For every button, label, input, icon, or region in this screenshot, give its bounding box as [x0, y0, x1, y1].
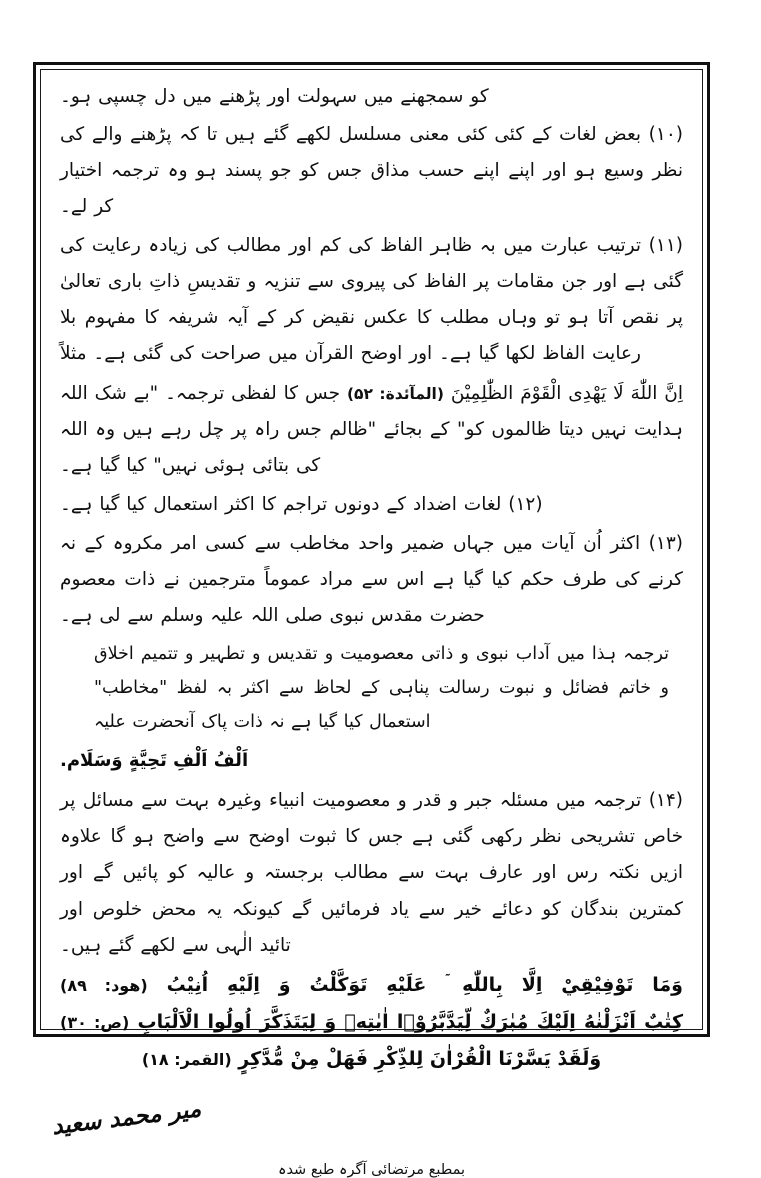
quran-verse-hud-reference: (هود: ۸۹): [60, 975, 148, 995]
printer-colophon: بمطبع مرتضائی آگرہ طبع شدہ: [277, 1161, 466, 1178]
quran-verse-sad-text: كِتٰبٌ اَنْزَلْنٰهُ اِلَيْكَ مُبٰرَكٌ لِّيَدَّبَّرُوْۤا اٰيٰتِهٖ وَ لِيَتَذَكَّرَ اُولُوا الْاَلْبَابِ: [137, 1010, 683, 1033]
author-signature: میر محمد سعید: [50, 1095, 203, 1140]
continuation-line: کو سمجھنے میں سہولت اور پڑھنے میں دل چسپی ہو۔: [60, 86, 489, 107]
salutation-line: اَلْفُ اَلْفِ تَحِيَّةٍ وَسَلَام.: [60, 750, 249, 772]
quote-literal-translation: "بے شک اللہ ہدایت نہیں دیتا ظالموں کو": [60, 382, 683, 440]
quote-arabic: اِنَّ اللّٰهَ لَا يَهْدِى الْقَوْمَ الظّٰلِمِيْنَ: [450, 382, 683, 404]
quran-verse-qamar-text: وَلَقَدْ يَسَّرْنَا الْقُرْاٰنَ لِلذِّكْرِ فَهَلْ مِنْ مُّدَّكِرٍ: [238, 1047, 602, 1070]
paragraph-point-10: (۱۰) بعض لغات کے کئی کئی معنی مسلسل لکھے گئے ہیں تا کہ پڑھنے والے کی نظر وسیع ہو اور اپنے اپنے حسب مذاق جس کو جو پسند ہو وہ ترجمہ اختیار کر لے۔: [60, 124, 683, 218]
page-border-frame: [33, 62, 710, 1178]
quote-tail: کیا گیا ہے۔: [60, 454, 147, 476]
signature-row: [50, 1094, 683, 1158]
paragraph-point-14: (۱۴) ترجمہ میں مسئلہ جبر و قدر و معصومیت انبیاء وغیرہ بہت سے مسائل پر خاص تشریحی نظر رکھی گئی ہے جس کا ثبوت اوضح سے واضح ہو گا علاوہ ازیں نکتہ رس اور عارف بہت سے مطالب برجستہ و عالیہ کو پائیں گے اور کمترین بندگان کو دعائے خیر سے یاد فرمائیں گے کیونکہ یہ محض خلوص اور تائید الٰہی سے لکھے گئے ہیں۔: [60, 790, 683, 956]
paragraph-translation-note: ترجمہ ہذا میں آداب نبوی و ذاتی معصومیت و تقدیس و تطہیر و تتمیم اخلاق و خاتم فضائل و نبوت رسالت پناہی کے لحاظ سے اکثر بہ لفظ "مخاطب" استعمال کیا گیا ہے نہ ذات پاک آنحضرت علیہ: [94, 643, 669, 733]
page-content: [50, 79, 683, 1178]
paragraph-point-13: (۱۳) اکثر اُن آیات میں جہاں ضمیر واحد مخاطب سے کسی امر مکروہ کے نہ کرنے کی طرف حکم کیا گیا ہے اس سے مراد عموماً مترجمین نے ذات معصوم حضرت مقدس نبوی صلی اللہ علیہ وسلم سے لی ہے۔: [60, 532, 683, 626]
quote-after-reference: جس کا لفظی ترجمہ۔: [165, 382, 341, 404]
quran-verse-hud-text: وَمَا تَوْفِيْقِيْ اِلَّا بِاللّٰهِ ۤ عَلَيْهِ تَوَكَّلْتُ وَ اِلَيْهِ اُنِيْبُ: [166, 973, 683, 996]
quran-verse-qamar: [60, 1041, 683, 1078]
paragraph-point-12: (۱۲) لغات اضداد کے دونوں تراجم کا اکثر استعمال کیا گیا ہے۔: [60, 493, 543, 515]
quote-instead-of: کے بجائے: [383, 418, 450, 440]
quran-verse-sad-reference: (ص: ۳۰): [60, 1012, 130, 1032]
quote-reference: (المآئدة: ۵۲): [346, 384, 444, 403]
quran-verse-sad: [60, 1004, 683, 1041]
quran-verse-hud: [60, 967, 683, 1004]
quote-used-translation: "ظالم جس راہ پر چل رہے ہیں وہ اللہ کی بتائی ہوئی نہیں": [60, 418, 377, 476]
paragraph-quote-example: [60, 376, 683, 484]
paragraph-point-11: (۱۱) ترتیب عبارت میں بہ ظاہر الفاظ کی کم اور مطالب کی زیادہ رعایت کی گئی ہے اور جن مقامات پر الفاظ کی پیروی سے تنزیہ و تقدیسِ ذاتِ باری تعالیٰ پر نقص آتا ہو تو وہاں مطلب کا عکس نقیض کر کے آیہ شریفہ کا مفہوم بلا رعایت الفاظ لکھا گیا ہے۔ اور اوضح القرآن میں صراحت کی گئی ہے۔ مثلاً: [60, 235, 683, 365]
quran-verses-block: [60, 967, 683, 1078]
quran-verse-qamar-reference: (القمر: ۱۸): [141, 1049, 232, 1069]
